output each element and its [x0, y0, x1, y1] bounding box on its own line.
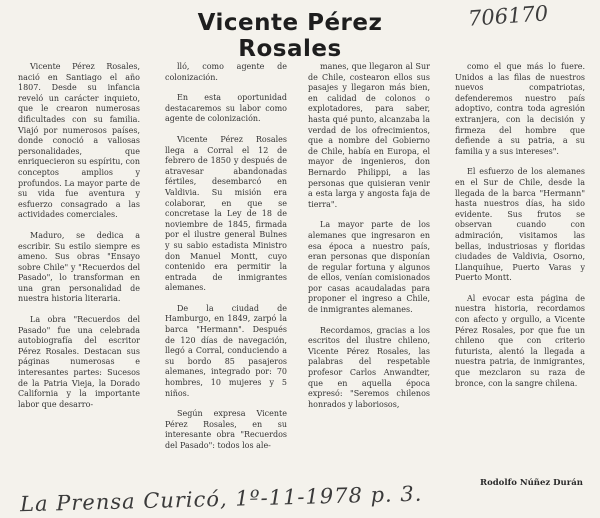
handwritten-source-note: La Prensa Curicó, 1º-11-1978 p. 3. [19, 481, 423, 517]
paragraph: Según expresa Vicente Pérez Rosales, en su interesante obra "Recuerdos del Pasado": todos los ale- [165, 409, 287, 450]
paragraph: Vicente Pérez Rosales llega a Corral el 12 de febrero de 1850 y después de atravesar abandonadas fértiles, desembarcó en Valdivia. Su misión era colaborar, en que se concretase la Ley de 18 de noviembre de 1845, firmada por el ilustre general Bulnes y su sabio estadista Ministro don Manuel Montt, cuyo contenido era permitir la entrada de inmigrantes alemanes. [165, 134, 287, 293]
article-column-3 [308, 62, 430, 420]
paragraph: Recordamos, gracias a los escritos del ilustre chileno, Vicente Pérez Rosales, las palabras del respetable profesor Carlos Anwandter, que en aquella época expresó: "Seremos chilenos honrados y laboriosos, [308, 325, 430, 409]
paragraph: Vicente Pérez Rosales, nació en Santiago el año 1807. Desde su infancia reveló un carácter inquieto, que le crearon numerosas dificultades con su familia. Viajó por numerosos países, donde conoció a valiosas personalidades, que enriquecieron su espíritu, con conceptos amplios y profundos. La mayor parte de su vida fue aventura y esfuerzo consagrado a las actividades comerciales. [18, 62, 140, 220]
catalog-number: 706170 [467, 1, 549, 31]
paragraph: En esta oportunidad destacaremos su labor como agente de colonización. [165, 93, 287, 124]
paragraph: Maduro, se dedica a escribir. Su estilo siempre es ameno. Sus obras "Ensayo sobre Chile" y "Recuerdos del Pasado", lo transforman en una gran personalidad de nuestra historia literaria. [18, 230, 140, 304]
paragraph: La mayor parte de los alemanes que ingresaron en esa época a nuestro país, eran personas que disponían de regular fortuna y algunos de ellos, venían comisionados por casas acaudaladas para proponer el ingreso a Chile, de inmigrantes alemanes. [308, 220, 430, 315]
article-column-1 [18, 62, 140, 420]
paragraph: El esfuerzo de los alemanes en el Sur de Chile, desde la llegada de la barca "Hermann" hasta nuestros días, ha sido evidente. Sus frutos se observan cuando con admiración, visitamos las bellas, industriosas y floridas ciudades de Valdivia, Osorno, Llanquihue, Puerto Varas y Puerto Montt. [455, 167, 585, 283]
article-column-4 [455, 62, 585, 399]
paragraph: La obra "Recuerdos del Pasado" fue una celebrada autobiografía del escritor Pérez Rosales. Destacan sus páginas numerosas e interesantes partes: Sucesos de la Patria Vieja, la Dorado California y la importante labor que desarro- [18, 315, 140, 409]
author-byline: Rodolfo Núñez Durán [480, 478, 583, 488]
paragraph: lló, como agente de colonización. [165, 62, 287, 82]
article-column-2 [165, 62, 287, 462]
paragraph: Al evocar esta página de nuestra historia, recordamos con afecto y orgullo, a Vicente Pérez Rosales, por que fue un chileno que con criterio futurista, alentó la llegada a nuestra patria, de inmigrantes, que mezclaron su raza de bronce, con la sangre chilena. [455, 293, 585, 388]
paragraph: como el que más lo fuere. Unidos a las filas de nuestros nuevos compatriotas, defenderemos nuestro país adoptivo, contra toda agresión extranjera, con la decisión y firmeza del hombre que defiende a su patria, a su familia y a sus intereses". [455, 62, 585, 156]
paragraph: manes, que llegaron al Sur de Chile, costearon ellos sus pasajes y llegaron más bien, en calidad de colonos o explotadores, para saber, hasta qué punto, alcanzaba la verdad de los ofrecimientos, que a nombre del Gobierno de Chile, había en Europa, el mayor de ingenieros, don Bernardo Philippi, a las personas que quisieran venir a esta larga y angosta faja de tierra". [308, 62, 430, 209]
paragraph: De la ciudad de Hamburgo, en 1849, zarpó la barca "Hermann". Después de 120 días de navegación, llegó a Corral, conduciendo a su bordo 85 pasajeros alemanes, integrado por: 70 hombres, 10 mujeres y 5 niños. [165, 303, 287, 398]
article-title: Vicente Pérez Rosales [197, 10, 383, 62]
